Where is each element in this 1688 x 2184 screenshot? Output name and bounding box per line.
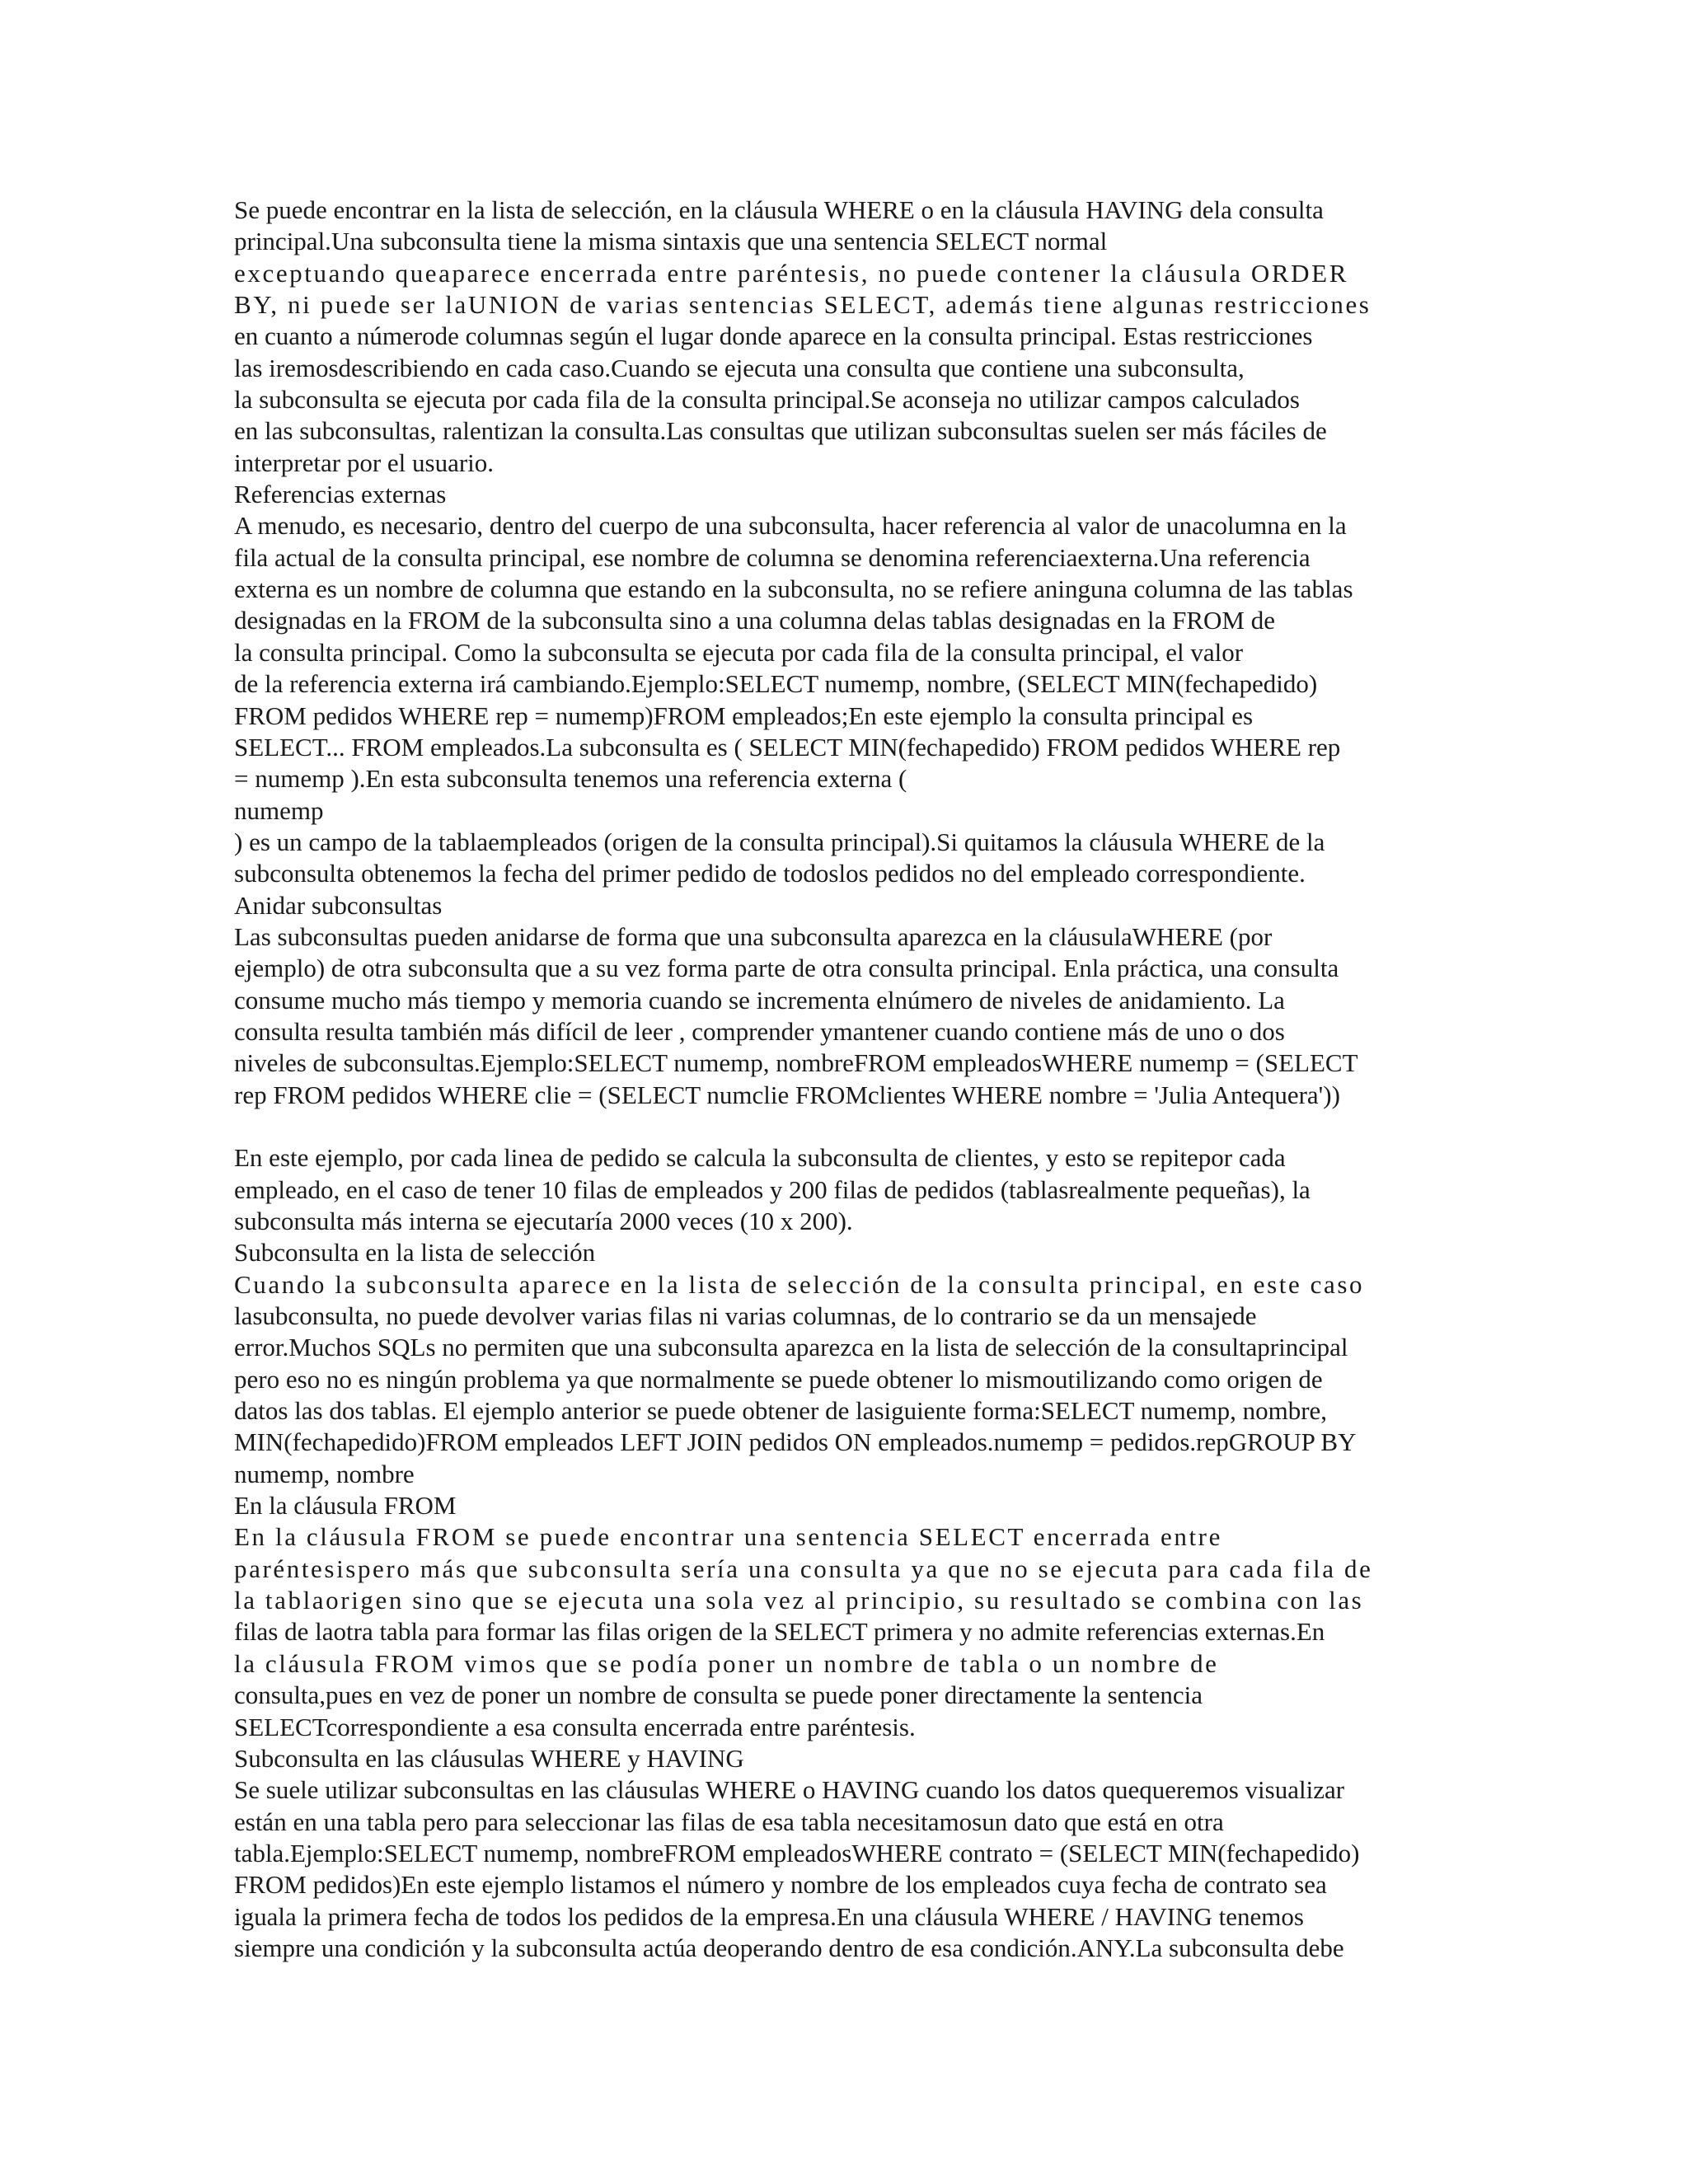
text-line: Se puede encontrar en la lista de selección, en la cláusula WHERE o en la cláusula HAVING dela consulta (234, 195, 1324, 224)
text-line: En este ejemplo, por cada linea de pedido se calcula la subconsulta de clientes, y esto se repitepor cada (234, 1143, 1286, 1173)
text-line: SELECT... FROM empleados.La subconsulta es ( SELECT MIN(fechapedido) FROM pedidos WHERE rep (234, 732, 1341, 762)
text-line: paréntesispero más que subconsulta sería una consulta ya que no se ejecuta para cada fila de (234, 1554, 1373, 1583)
text-line: empleado, en el caso de tener 10 filas de empleados y 200 filas de pedidos (tablasrealmente pequeñas), la (234, 1174, 1311, 1204)
text-line: FROM pedidos)En este ejemplo listamos el número y nombre de los empleados cuya fecha de contrato sea (234, 1870, 1327, 1900)
text-line: numemp, nombre (234, 1459, 415, 1488)
text-line: fila actual de la consulta principal, ese nombre de columna se denomina referenciaexterna.Una referencia (234, 542, 1311, 572)
text-line: datos las dos tablas. El ejemplo anterior se puede obtener de lasiguiente forma:SELECT numemp, nombre, (234, 1396, 1328, 1426)
text-line: en las subconsultas, ralentizan la consulta.Las consultas que utilizan subconsultas suelen ser más fáciles de (234, 416, 1327, 446)
text-line: subconsulta más interna se ejecutaría 2000 veces (10 x 200). (234, 1207, 853, 1235)
text-line: las iremosdescribiendo en cada caso.Cuando se ejecuta una consulta que contiene una subconsulta, (234, 353, 1245, 382)
text-line: están en una tabla pero para seleccionar las filas de esa tabla necesitamosun dato que está en otra (234, 1807, 1224, 1836)
text-line: rep FROM pedidos WHERE clie = (SELECT numclie FROMclientes WHERE nombre = 'Julia Antequera')) (234, 1080, 1340, 1109)
text-line: la tablaorigen sino que se ejecuta una sola vez al principio, su resultado se combina con las (234, 1586, 1364, 1615)
text-line: consume mucho más tiempo y memoria cuando se incrementa elnúmero de niveles de anidamiento. La (234, 985, 1285, 1015)
text-line: siempre una condición y la subconsulta actúa deoperando dentro de esa condición.ANY.La subconsulta debe (234, 1933, 1344, 1962)
text-line: lasubconsulta, no puede devolver varias filas ni varias columnas, de lo contrario se da un mensajede (234, 1301, 1257, 1331)
text-line: ejemplo) de otra subconsulta que a su vez forma parte de otra consulta principal. Enla práctica, una consulta (234, 954, 1339, 983)
section-heading-lista-de-seleccion: Subconsulta en la lista de selección (234, 1238, 596, 1268)
text-line: SELECTcorrespondiente a esa consulta encerrada entre paréntesis. (234, 1712, 916, 1741)
text-line: filas de laotra tabla para formar las filas origen de la SELECT primera y no admite referencias externas.En (234, 1617, 1325, 1647)
text-line: = numemp ).En esta subconsulta tenemos una referencia externa ( (234, 764, 907, 794)
section-heading-anidar-subconsultas: Anidar subconsultas (234, 890, 443, 920)
section-heading-referencias-externas: Referencias externas (234, 480, 447, 509)
text-line: niveles de subconsultas.Ejemplo:SELECT numemp, nombreFROM empleadosWHERE numemp = (SELECT (234, 1048, 1358, 1078)
text-line: la subconsulta se ejecuta por cada fila de la consulta principal.Se aconseja no utilizar campos calculados (234, 385, 1300, 415)
text-line: tabla.Ejemplo:SELECT numemp, nombreFROM empleadosWHERE contrato = (SELECT MIN(fechapedido) (234, 1838, 1360, 1868)
text-line: BY, ni puede ser laUNION de varias sentencias SELECT, además tiene algunas restricciones (234, 290, 1372, 320)
text-line: Se suele utilizar subconsultas en las cláusulas WHERE o HAVING cuando los datos quequeremos visualizar (234, 1775, 1345, 1805)
text-line: interpretar por el usuario. (234, 448, 495, 477)
text-line: FROM pedidos WHERE rep = numemp)FROM empleados;En este ejemplo la consulta principal es (234, 701, 1254, 730)
text-line: A menudo, es necesario, dentro del cuerpo de una subconsulta, hacer referencia al valor de unacolumna en la (234, 511, 1347, 541)
text-line: MIN(fechapedido)FROM empleados LEFT JOIN pedidos ON empleados.numemp = pedidos.repGROUP BY (234, 1427, 1357, 1457)
blank-line (234, 1111, 1454, 1142)
text-line: ) es un campo de la tablaempleados (origen de la consulta principal).Si quitamos la cláusula WHERE de la (234, 827, 1325, 856)
text-line: la cláusula FROM vimos que se podía poner un nombre de tabla o un nombre de (234, 1648, 1219, 1678)
text-line: pero eso no es ningún problema ya que normalmente se puede obtener lo mismoutilizando como origen de (234, 1364, 1323, 1394)
text-line: iguala la primera fecha de todos los pedidos de la empresa.En una cláusula WHERE / HAVING tenemos (234, 1901, 1304, 1931)
text-line: consulta resulta también más difícil de leer , comprender ymantener cuando contiene más de uno o dos (234, 1016, 1285, 1046)
section-heading-where-having: Subconsulta en las cláusulas WHERE y HAVING (234, 1743, 744, 1773)
text-line: principal.Una subconsulta tiene la misma sintaxis que una sentencia SELECT normal (234, 227, 1108, 256)
text-line: Cuando la subconsulta aparece en la lista de selección de la consulta principal, en este caso (234, 1269, 1365, 1299)
text-line: la consulta principal. Como la subconsulta se ejecuta por cada fila de la consulta principal, el valor (234, 637, 1244, 667)
text-line: externa es un nombre de columna que estando en la subconsulta, no se refiere aninguna columna de las tablas (234, 574, 1353, 604)
text-line: subconsulta obtenemos la fecha del primer pedido de todoslos pedidos no del empleado correspondiente. (234, 859, 1306, 888)
text-line: En la cláusula FROM se puede encontrar una sentencia SELECT encerrada entre (234, 1522, 1222, 1552)
text-line: de la referencia externa irá cambiando.Ejemplo:SELECT numemp, nombre, (SELECT MIN(fechapedido) (234, 669, 1318, 699)
text-line: designadas en la FROM de la subconsulta sino a una columna delas tablas designadas en la FROM de (234, 606, 1275, 635)
text-line: error.Muchos SQLs no permiten que una subconsulta aparezca en la lista de selección de la consultaprincipal (234, 1333, 1348, 1362)
text-line: consulta,pues en vez de poner un nombre de consulta se puede poner directamente la sentencia (234, 1680, 1203, 1710)
text-line: numemp (234, 795, 324, 825)
text-line: Las subconsultas pueden anidarse de forma que una subconsulta aparezca en la cláusulaWHERE (por (234, 921, 1273, 951)
document-body (234, 194, 1454, 1964)
text-line: en cuanto a númerode columnas según el lugar donde aparece en la consulta principal. Estas restricciones (234, 321, 1313, 351)
section-heading-clausula-from: En la cláusula FROM (234, 1491, 457, 1521)
text-line: exceptuando queaparece encerrada entre paréntesis, no puede contener la cláusula ORDER (234, 258, 1348, 288)
